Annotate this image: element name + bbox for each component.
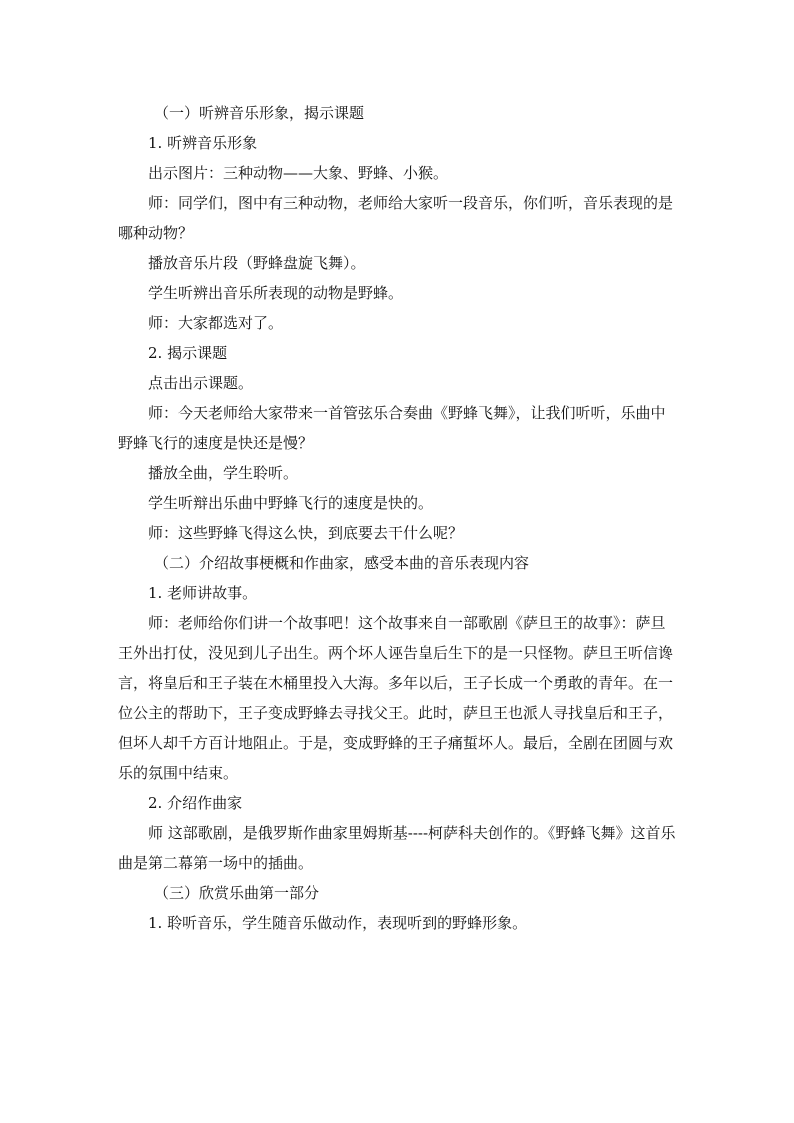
- section-heading-3: （三）欣赏乐曲第一部分: [154, 884, 320, 902]
- item-title: 1. 老师讲故事。: [148, 584, 258, 602]
- section-heading-2: （二）介绍故事梗概和作曲家，感受本曲的音乐表现内容: [154, 554, 530, 572]
- paragraph: 学生听辩出乐曲中野蜂飞行的速度是快的。: [148, 494, 434, 512]
- item-title: 2. 揭示课题: [148, 344, 228, 362]
- section-heading-1: （一）听辨音乐形象，揭示课题: [154, 104, 365, 122]
- paragraph: 播放全曲，学生聆听。: [148, 464, 299, 482]
- item-title: 1. 聆听音乐，学生随音乐做动作，表现听到的野蜂形象。: [148, 914, 528, 932]
- paragraph: 点击出示课题。: [148, 374, 254, 392]
- item-title: 2. 介绍作曲家: [148, 794, 243, 812]
- paragraph: 出示图片：三种动物——大象、野蜂、小猴。: [148, 164, 449, 182]
- paragraph-composer: 师 这部歌剧，是俄罗斯作曲家里姆斯基----柯萨科夫创作的。《野蜂飞舞》这首乐曲是第二幕第一场中的插曲。: [118, 824, 676, 872]
- paragraph: 学生听辨出音乐所表现的动物是野蜂。: [148, 284, 404, 302]
- item-title: 1. 听辨音乐形象: [148, 134, 258, 152]
- paragraph: 师：这些野蜂飞得这么快，到底要去干什么呢？: [148, 524, 464, 542]
- paragraph: 师：同学们，图中有三种动物，老师给大家听一段音乐，你们听，音乐表现的是哪种动物？: [118, 194, 674, 242]
- paragraph: 师：今天老师给大家带来一首管弦乐合奏曲《野蜂飞舞》，让我们听听，乐曲中野蜂飞行的速度是快还是慢？: [118, 404, 666, 452]
- document-body: [118, 98, 676, 938]
- paragraph: 师：大家都选对了。: [148, 314, 284, 332]
- paragraph-story: 师：老师给你们讲一个故事吧！这个故事来自一部歌剧《萨旦王的故事》：萨旦王外出打仗，没见到儿子出生。两个坏人诬告皇后生下的是一只怪物。萨旦王听信谗言，将皇后和王子装在木桶里投入大海。多年以后，王子长成一个勇敢的青年。在一位公主的帮助下，王子变成野蜂去寻找父王。此时，萨旦王也派人寻找皇后和王子，但坏人却千方百计地阻止。于是，变成野蜂的王子痛蜇坏人。最后，全剧在团圆与欢乐的氛围中结束。: [118, 614, 674, 782]
- paragraph: 播放音乐片段（野蜂盘旋飞舞）。: [148, 254, 366, 272]
